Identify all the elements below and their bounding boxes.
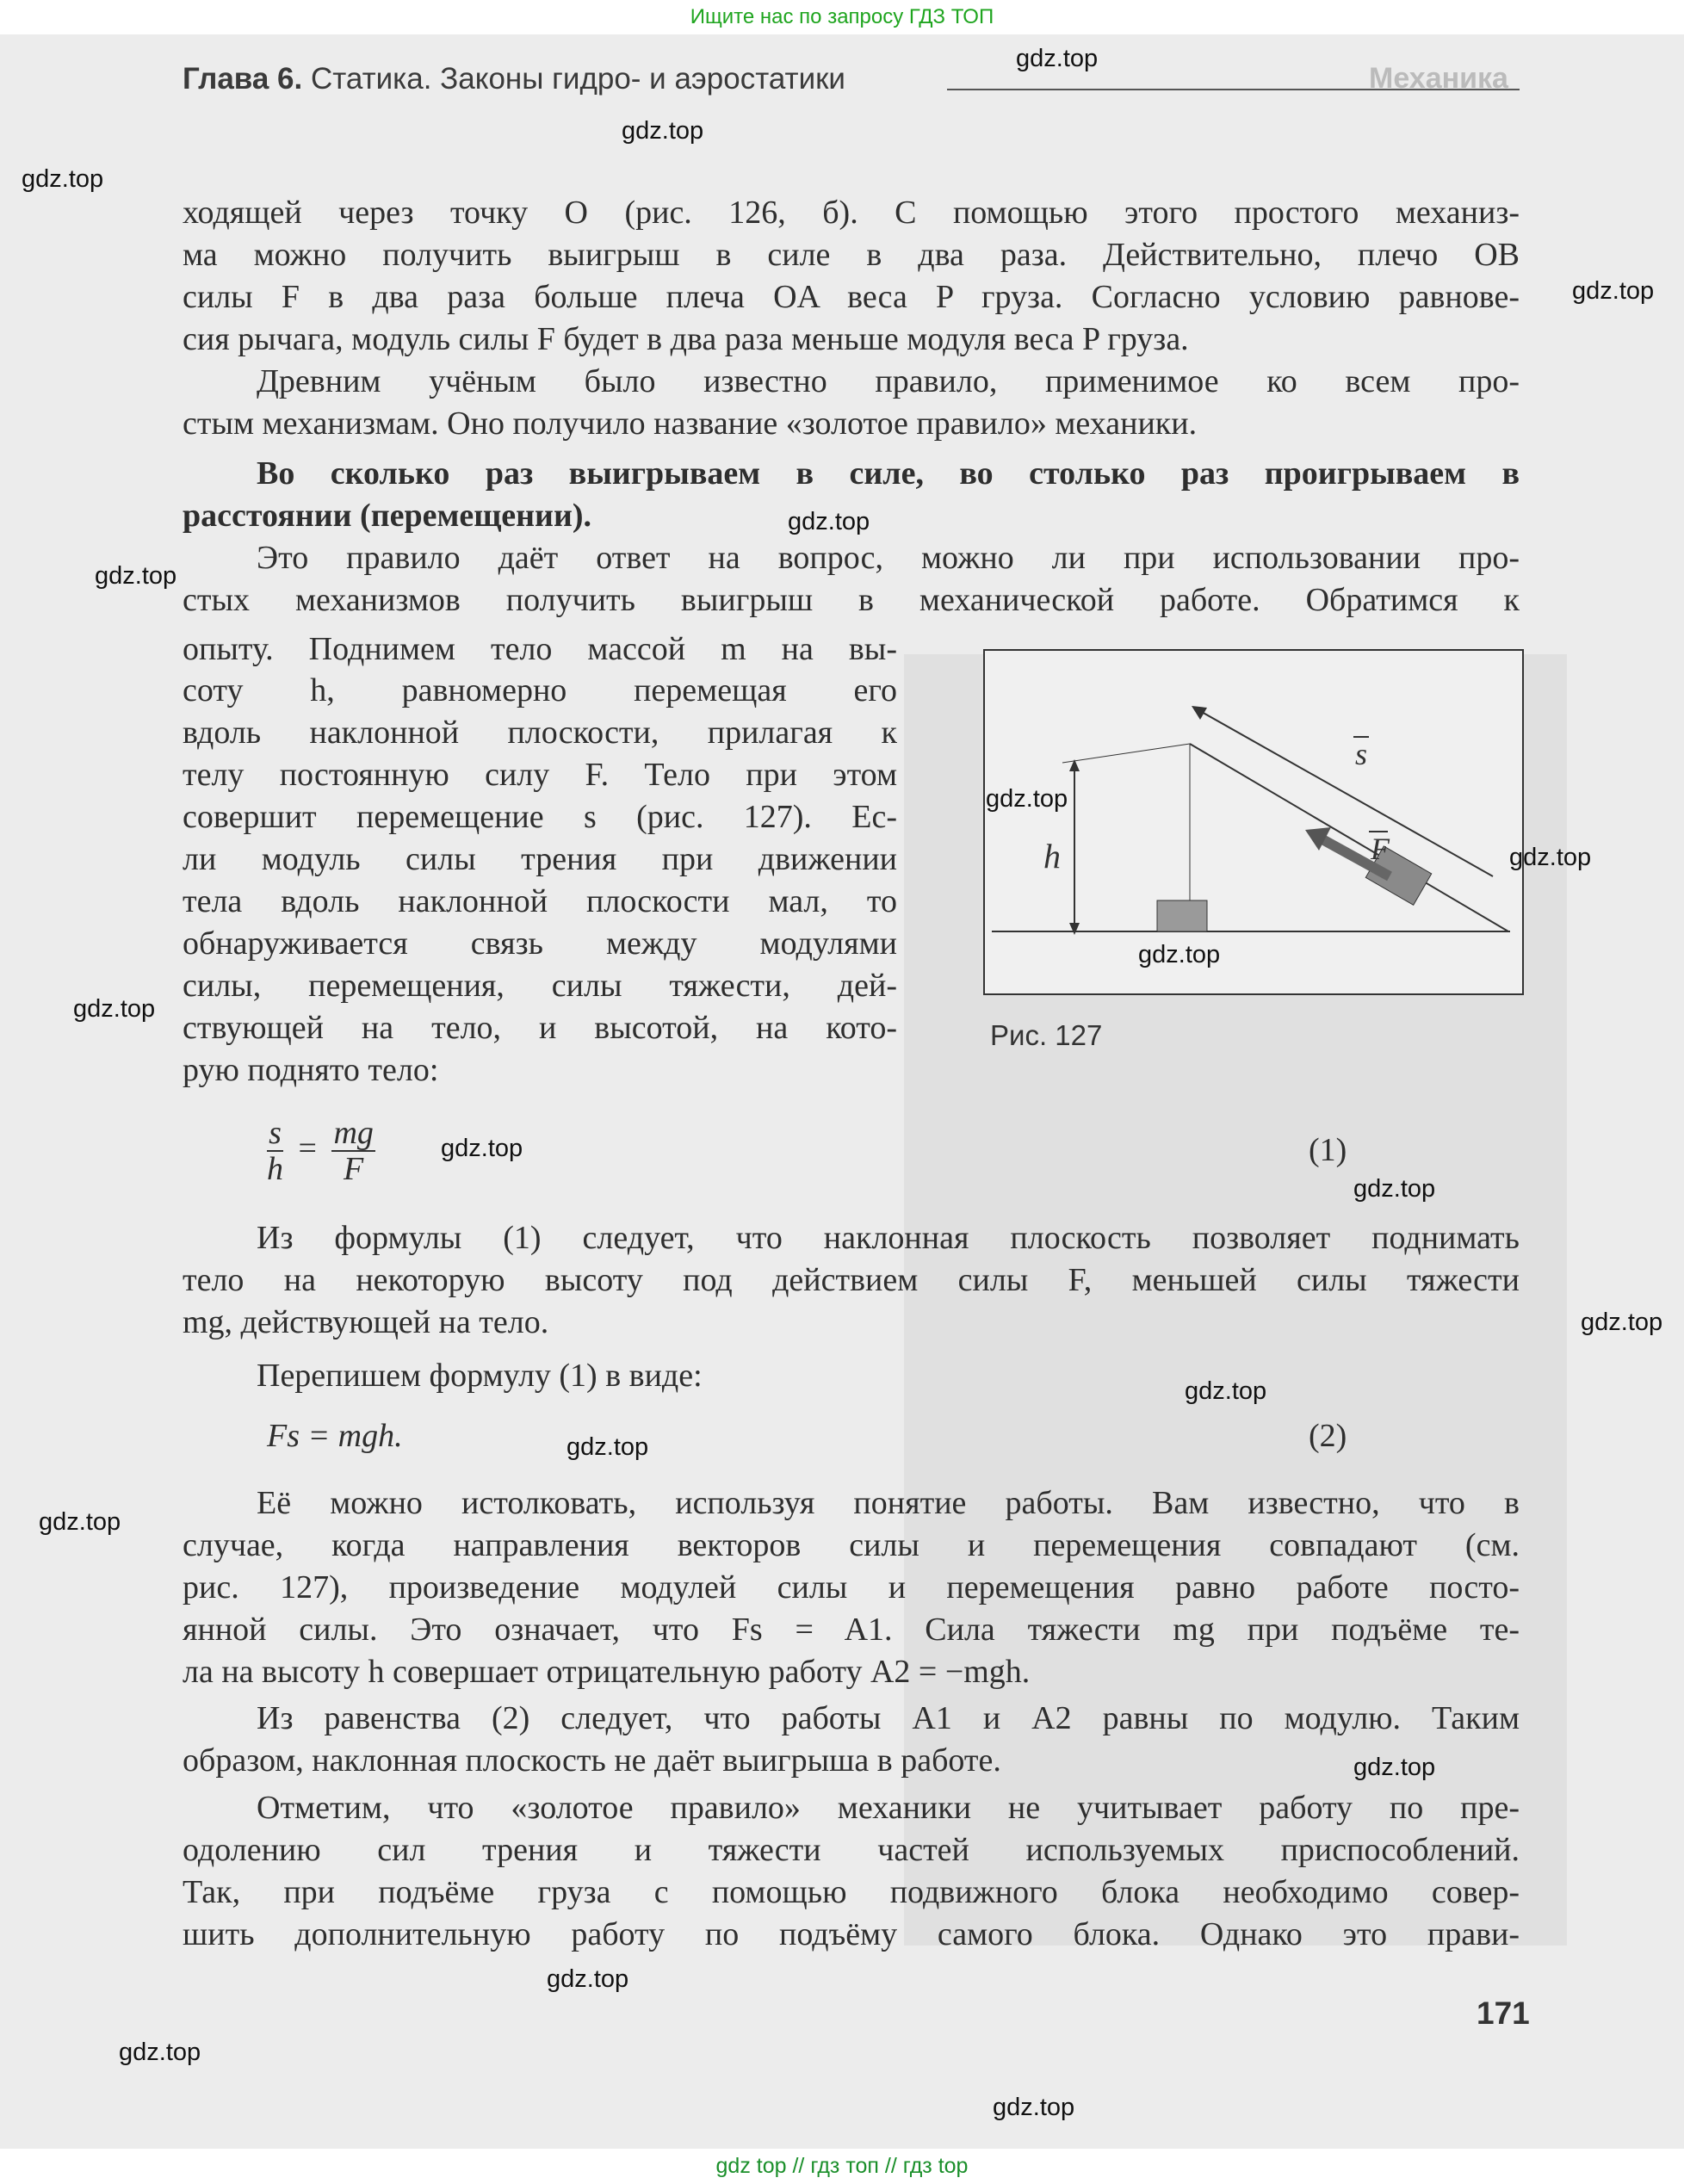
text-line: Древним учёным было известно правило, применимое ко всем про- (257, 363, 1520, 399)
chapter-header (183, 62, 845, 96)
formula-1 (267, 1116, 375, 1186)
chapter-title: Статика. Законы гидро- и аэростатики (302, 62, 845, 96)
text-line: mg, действующей на тело. (183, 1304, 549, 1340)
text-line: шить дополнительную работу по подъёму самого блока. Однако это прави- (183, 1916, 1520, 1952)
bottom-watermark-bar: gdz top // гдз топ // гдз top (0, 2149, 1684, 2184)
text-line: обнаруживается связь между модулями (183, 925, 897, 962)
text-line: совершит перемещение s (рис. 127). Ес- (183, 799, 897, 835)
figure-caption: Рис. 127 (990, 1019, 1103, 1051)
watermark: gdz.top (993, 2094, 1075, 2121)
text-line: Из формулы (1) следует, что наклонная плоскость позволяет поднимать (257, 1220, 1520, 1256)
watermark: gdz.top (95, 562, 177, 590)
fraction-mg-F (331, 1116, 375, 1186)
text-line: одолению сил трения и тяжести частей используемых приспособлений. (183, 1832, 1520, 1868)
text-line: Её можно истолковать, используя понятие работы. Вам известно, что в (257, 1485, 1520, 1521)
text-line: тело на некоторую высоту под действием силы F, меньшей силы тяжести (183, 1262, 1520, 1298)
watermark: gdz.top (986, 785, 1068, 813)
text-line: ходящей через точку O (рис. 126, б). С помощью этого простого механиз- (183, 195, 1520, 231)
watermark: gdz.top (1353, 1754, 1436, 1781)
figure-127 (983, 649, 1524, 995)
watermark: gdz.top (1581, 1309, 1663, 1336)
label-h: h (1043, 837, 1061, 875)
fraction-numerator: s (267, 1116, 283, 1152)
height-arrowhead-bottom (1069, 923, 1080, 935)
text-line: ма можно получить выигрыш в силе в два раза. Действительно, плечо OB (183, 237, 1520, 273)
watermark: gdz.top (73, 995, 156, 1023)
equation-number-2: (2) (1309, 1418, 1347, 1454)
watermark: gdz.top (39, 1508, 121, 1536)
equation-number-1: (1) (1309, 1132, 1347, 1168)
section-label: Механика (1369, 62, 1508, 95)
text-line: рую поднято тело: (183, 1052, 439, 1088)
text-line: рис. 127), произведение модулей силы и перемещения равно работе посто- (183, 1569, 1520, 1606)
page-number: 171 (1477, 1995, 1530, 2031)
watermark: gdz.top (566, 1433, 649, 1461)
watermark: gdz.top (1185, 1377, 1267, 1405)
incline-line (1190, 744, 1508, 931)
fraction-numerator: mg (333, 1115, 374, 1151)
text-line: ствующей на тело, и высотой, на кото- (183, 1010, 897, 1046)
text-line: телу постоянную силу F. Тело при этом (183, 757, 897, 793)
equals-sign: = (298, 1129, 317, 1166)
watermark: gdz.top (1509, 844, 1592, 871)
text-line: Это правило даёт ответ на вопрос, можно ли при использовании про- (257, 540, 1520, 576)
text-line: Отметим, что «золотое правило» механики не учитывает работу по пре- (257, 1790, 1520, 1826)
text-line: стых механизмов получить выигрыш в механической работе. Обратимся к (183, 582, 1520, 618)
watermark: gdz.top (1572, 277, 1655, 305)
text-line: стым механизмам. Оно получило название «золотое правило» механики. (183, 405, 1198, 442)
label-F: F (1371, 832, 1390, 866)
watermark: gdz.top (622, 117, 704, 145)
text-line: янной силы. Это означает, что Fs = A1. Сила тяжести mg при подъёме те- (183, 1612, 1520, 1648)
watermark: gdz.top (119, 2039, 201, 2066)
text-line: опыту. Поднимем тело массой m на вы- (183, 631, 897, 667)
top-watermark-bar: Ищите нас по запросу ГДЗ ТОП (0, 0, 1684, 34)
body-at-bottom (1157, 900, 1207, 931)
fraction-s-h (267, 1116, 283, 1186)
formula-2: Fs = mgh. (267, 1418, 403, 1454)
text-line: случае, когда направления векторов силы и перемещения совпадают (см. (183, 1527, 1520, 1563)
watermark: gdz.top (788, 508, 870, 535)
watermark: gdz.top (22, 165, 104, 193)
text-line: тела вдоль наклонной плоскости мал, то (183, 883, 897, 919)
inclined-plane-diagram (985, 651, 1522, 993)
text-line: соту h, равномерно перемещая его (183, 672, 897, 708)
watermark: gdz.top (1016, 45, 1099, 72)
text-line: ла на высоту h совершает отрицательную работу A2 = −mgh. (183, 1654, 1031, 1690)
text-line: Из равенства (2) следует, что работы A1 и A2 равны по модулю. Таким (257, 1700, 1520, 1736)
height-guide (1062, 744, 1190, 763)
text-line: образом, наклонная плоскость не даёт выигрыша в работе. (183, 1742, 1001, 1779)
label-s: s (1355, 737, 1368, 771)
text-line: вдоль наклонной плоскости, прилагая к (183, 715, 897, 751)
text-line: Перепишем формулу (1) в виде: (257, 1358, 703, 1394)
watermark: gdz.top (547, 1965, 629, 1993)
watermark: gdz.top (1353, 1175, 1436, 1203)
fraction-denominator: F (344, 1151, 364, 1187)
text-line: сия рычага, модуль силы F будет в два раза меньше модуля веса P груза. (183, 321, 1189, 357)
watermark: gdz.top (441, 1135, 523, 1162)
chapter-label: Глава 6. (183, 62, 303, 96)
text-line: ли модуль силы трения при движении (183, 841, 897, 877)
watermark: gdz.top (1138, 941, 1221, 968)
text-line: силы, перемещения, силы тяжести, дей- (183, 968, 897, 1004)
rule-line: расстоянии (перемещении). (183, 498, 591, 534)
text-line: силы F в два раза больше плеча OA веса P груза. Согласно условию равнове- (183, 279, 1520, 315)
rule-line: Во сколько раз выигрываем в силе, во столько раз проигрываем в (257, 455, 1520, 492)
fraction-denominator: h (267, 1151, 283, 1187)
text-line: Так, при подъёме груза с помощью подвижного блока необходимо совер- (183, 1874, 1520, 1910)
